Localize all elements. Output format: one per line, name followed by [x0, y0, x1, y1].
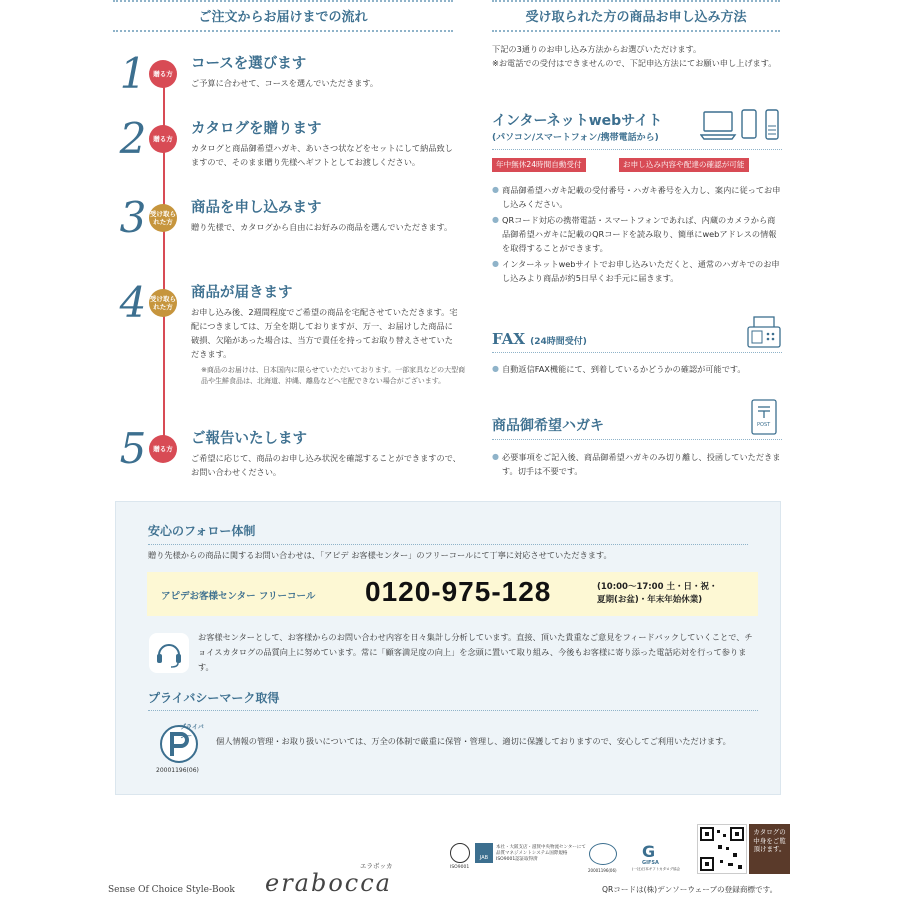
- auto-accept-tag: 年中無休24時間自動受付: [492, 158, 586, 172]
- support-text: お客様センターとして、お客様からのお問い合わせ内容を日々集計し分析しています。直接、頂いた貴重なご意見をフィードバックしていくことで、チョイスカタログの品質向上に努めています。常に「顧客満足度の向上」を念頭に置いて取り組み、今後もお客様に寄り添った電話応対を行って参ります。: [198, 632, 753, 672]
- follow-panel: [115, 501, 781, 795]
- step-note: ※商品のお届けは、日本国内に限らせていただいております。一部家具などの大型商品や生鮮食品は、北海道、沖縄、離島などへ宅配できない場合がございます。: [201, 366, 466, 385]
- step-number: 3: [119, 193, 147, 242]
- list-item: ● 商品御希望ハガキ記載の受付番号・ハガキ番号を入力し、案内に従ってお申し込みください。: [492, 183, 782, 211]
- post-label: POST: [757, 422, 771, 428]
- qr-side-text: カタログの中身をご覧頂けます。: [749, 824, 790, 874]
- internet-bullets: [492, 183, 782, 287]
- intro-note: ※お電話での受付はできませんので、下記申込方法にてお願い申し上げます。: [492, 58, 777, 68]
- divider: [148, 710, 758, 711]
- step-desc: 贈り先様で、カタログから自由にお好みの商品を選んでいただきます。: [191, 222, 453, 232]
- pmark-small-icon: [589, 843, 617, 865]
- devices-icon: [700, 108, 782, 142]
- brand-name: erabocca: [265, 869, 392, 897]
- list-item: ● 自動返信FAX機能にて、到着しているかどうかの確認が可能です。: [492, 362, 782, 376]
- tel-hours-line: (10:00〜17:00 土・日・祝・: [597, 582, 718, 592]
- step-desc: ご予算に合わせて、コースを選んでいただきます。: [191, 78, 379, 88]
- list-item: ● QRコード対応の携帯電話・スマートフォンであれば、内蔵のカメラから商品御希望ハガキに記載のQRコードを読み取り、簡単にwebアドレスの情報を取得することができます。: [492, 213, 782, 255]
- jab-logo-icon: JAB: [475, 843, 493, 863]
- step-4: [113, 278, 466, 411]
- tel-label: アピデお客様センター フリーコール: [161, 591, 316, 602]
- fax-heading: [492, 329, 587, 348]
- divider: [492, 149, 782, 150]
- fax-title: FAX: [492, 330, 526, 348]
- step-number: 4: [119, 278, 147, 327]
- tel-hours-line: 夏期(お盆)・年末年始休業): [597, 595, 703, 605]
- brand-tagline: Sense Of Choice Style-Book: [108, 885, 235, 895]
- qr-block: [697, 824, 790, 874]
- step-3: [113, 193, 463, 256]
- privacy-title: プライバシーマーク取得: [148, 691, 280, 705]
- fax-icon: [746, 315, 782, 349]
- divider: [492, 352, 782, 353]
- list-item: ● インターネットwebサイトでお申し込みいただくと、通常のハガキでのお申し込みより商品が約5日早くお手元に届きます。: [492, 257, 782, 285]
- step-title: 商品が届きます: [191, 285, 293, 301]
- gifsa-label: GIFSA: [642, 860, 659, 866]
- iso-text: 本社・大阪支店・滋賀中央物流センターにて品質マネジメントシステム国際規格ISO9001認証取得済: [496, 845, 586, 862]
- step-2: [113, 114, 463, 187]
- confirm-tag: お申し込み内容や配達の確認が可能: [619, 158, 749, 172]
- flow-heading: ご注文からお届けまでの流れ: [113, 0, 453, 32]
- step-desc: お申し込み後、2週間程度でご希望の商品を宅配させていただきます。宅配につきましては、万全を期しておりますが、万一、お届けした商品に破損、欠陥があった場合は、当方で責任を持ってお取り替えさせていただきます。: [191, 307, 458, 359]
- intro-text: 下記の3通りのお申し込み方法からお選びいただけます。: [492, 44, 702, 54]
- step-number: 5: [119, 424, 147, 473]
- divider: [492, 439, 782, 440]
- follow-text: 贈り先様からの商品に関するお問い合わせは、「アピデ お客様センター」のフリーコールにて丁寧に対応させていただきます。: [148, 550, 612, 560]
- pmark-small-number: 20001196(06): [588, 868, 617, 873]
- step-title: コースを選びます: [191, 56, 307, 72]
- apply-intro: [492, 42, 782, 70]
- tel-hours: [597, 581, 717, 607]
- step-badge: 受け取られた方: [149, 289, 177, 317]
- list-item: ● 必要事項をご記入後、商品御希望ハガキのみ切り離し、投函していただきます。切手は不要です。: [492, 450, 782, 478]
- gifsa-logo-icon: G: [642, 842, 656, 861]
- fax-bullets: [492, 362, 782, 378]
- step-badge: 贈る方: [149, 125, 177, 153]
- privacy-text: 個人情報の管理・お取り扱いについては、万全の体制で厳重に保管・管理し、適切に保護しておりますので、安心してご利用いただけます。: [216, 736, 731, 746]
- internet-subtitle: (パソコン/スマートフォン/携帯電話から): [492, 133, 659, 143]
- qr-code-icon[interactable]: [697, 824, 747, 874]
- brand-kana: エラボッカ: [360, 862, 393, 870]
- step-number: 2: [119, 114, 147, 163]
- step-badge: 贈る方: [149, 60, 177, 88]
- postcard-bullets: [492, 450, 782, 480]
- fax-subtitle: (24時間受付): [530, 337, 587, 347]
- step-desc: カタログと商品御希望ハガキ、あいさつ状などをセットにして納品致しますので、そのまま贈り先様へギフトとしてお渡しください。: [191, 143, 453, 167]
- step-number: 1: [119, 49, 147, 98]
- divider: [148, 544, 748, 545]
- tel-number[interactable]: 0120-975-128: [365, 576, 552, 607]
- headset-icon: [149, 633, 189, 673]
- follow-title: 安心のフォロー体制: [148, 524, 256, 538]
- apply-heading: 受け取られた方の商品お申し込み方法: [492, 0, 780, 32]
- privacy-mark-icon: [150, 722, 208, 776]
- postcard-title: 商品御希望ハガキ: [492, 418, 604, 434]
- step-1: [113, 49, 463, 112]
- iso-logo-icon: [450, 843, 470, 863]
- tel-box: [147, 572, 758, 616]
- step-desc: ご希望に応じて、商品のお申し込み状況を確認することができますので、お問い合わせください。: [191, 453, 461, 477]
- postbox-icon: [750, 398, 778, 436]
- pmark-label: プライバシー: [180, 724, 204, 740]
- step-5: [113, 424, 463, 487]
- step-badge: 受け取られた方: [149, 204, 177, 232]
- qr-caption: QRコードは(株)デンソーウェーブの登録商標です。: [602, 885, 778, 894]
- gifsa-sub: (一社)日本ギフトカタログ協会: [632, 867, 681, 871]
- internet-title: インターネットwebサイト: [492, 113, 663, 129]
- step-title: カタログを贈ります: [191, 121, 322, 137]
- step-badge: 贈る方: [149, 435, 177, 463]
- pmark-number: 20001196(06): [156, 767, 199, 774]
- step-title: 商品を申し込みます: [191, 200, 322, 216]
- iso-code: ISO9001: [450, 865, 470, 870]
- step-title: ご報告いたします: [191, 431, 307, 447]
